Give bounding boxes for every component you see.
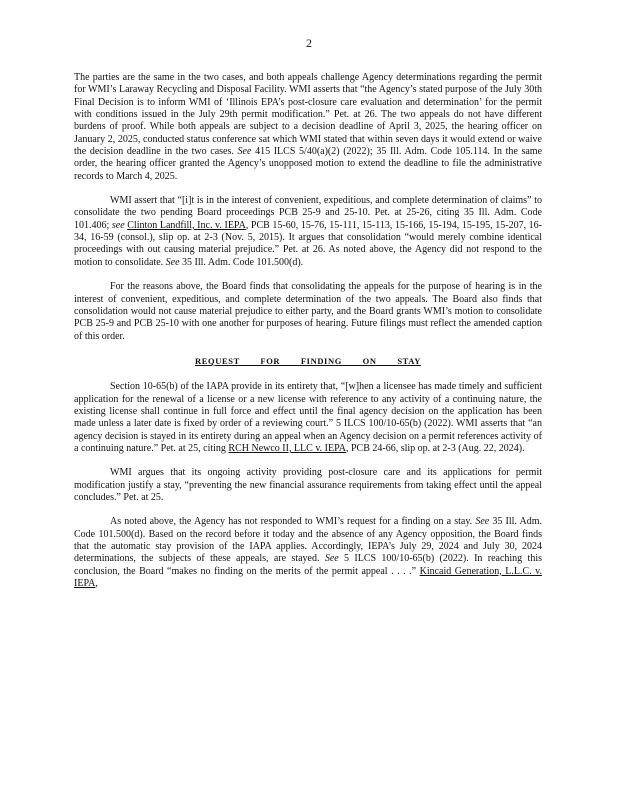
text-run: Section 10-65(b) of the IAPA provide in its entirety that, “[w]hen a licensee has made timely and sufficient application for the renewal of a license or a new license with reference to any activity of a continuing nature, the existing license shall continue in full force and effect until the final agency decision on the application has been made unless a later date is fixed by order of a reviewing court.” 5 ILCS 100/10-65(b) (2022). WMI asserts that “an agency decision is stayed in its entirety during an appeal when an Agency decision on a permit references activity of a continuing nature.” Pet. at 25, citing [74, 381, 542, 454]
signal-word: See [475, 516, 490, 528]
case-citation: Clinton Landfill, Inc. v. IEPA [127, 219, 246, 231]
paragraph [74, 195, 542, 269]
section-heading [74, 355, 542, 367]
text-run: , PCB 15-60, 15-76, 15-111, 15-113, 15-166, 15-194, 15-195, 15-207, 16-34, 16-59 (consol.), slip op. at 2-3 (Nov. 5, 2015). It argues that consolidation “would merely combine identical proceedings with out causing material prejudice.” Pet. at 26. As noted above, the Agency did not respond to the motion to consolidate. [74, 219, 543, 268]
signal-word: See [237, 146, 252, 158]
paragraph [74, 72, 542, 183]
text-run: 35 Ill. Adm. Code 101.500(d). Based on the record before it today and the absence of any Agency opposition, the Board finds that the automatic stay provision of the IAPA applies. Accordingly, IEPA’s July 29, 2024 and July 30, 2024 determinations, the subjects of these appeals, are stayed. [74, 516, 542, 565]
signal-word: see [111, 219, 125, 231]
text-run: , PCB 24-66, slip op. at 2-3 (Aug. 22, 2024). [346, 442, 525, 454]
text-run: WMI argues that its ongoing activity providing post-closure care and its applications for permit modification justify a stay, “preventing the new financial assurance requirements from taking effect until the appeal concludes.” Pet. at 25. [74, 467, 542, 503]
text-run: For the reasons above, the Board finds that consolidating the appeals for the purpose of hearing is in the interest of convenient, expeditious, and complete determination of the two appeals. The Board also finds that consolidation would not cause material prejudice to either party, and the Board grants WMI’s motion to consolidate PCB 25-9 and PCB 25-10 with one another for purposes of hearing. Future filings must reflect the amended caption of this order. [74, 281, 542, 342]
text-run: The parties are the same in the two cases, and both appeals challenge Agency determinations regarding the permit for WMI’s Laraway Recycling and Disposal Facility. WMI asserts that “the Agency’s stated purpose of the July 30th Final Decision is to inform WMI of ‘Illinois EPA’s post-closure care evaluation and determination’ for the permit with conditions issued in the July 29th permit modification.” Pet. at 26. The two appeals do not have different burdens of proof. While both appeals are subject to a decision deadline of April 3, 2025, the hearing officer on January 2, 2025, conducted status conference sat which WMI stated that within seven days it would extend or waive the decision deadline in the two cases. [74, 72, 542, 158]
paragraph [74, 467, 542, 504]
text-run: As noted above, the Agency has not responded to WMI’s request for a finding on a stay. [110, 516, 476, 528]
paragraph [74, 381, 542, 455]
text-run: 415 ILCS 5/40(a)(2) (2022); 35 Ill. Adm. Code 105.114. In the same order, the hearing officer granted the Agency’s unopposed motion to extend the deadline to file the administrative records to March 4, 2025. [74, 146, 543, 182]
page-number: 2 [306, 36, 312, 50]
signal-word: See [324, 553, 339, 565]
signal-word: See [165, 256, 180, 268]
text-run: WMI assert that “[i]t is in the interest of convenient, expeditious, and complete determination of claims” to consolidate the two pending Board proceedings PCB 25-9 and 25-10. Pet. at 25-26, citing 35 Ill. Adm. Code 101.406; [74, 195, 542, 231]
text-run: , [95, 578, 98, 590]
case-citation: RCH Newco II, LLC v. IEPA [228, 442, 346, 454]
text-run: 5 ILCS 100/10-65(b) (2022). In reaching this conclusion, the Board “makes no finding on the merits of the permit appeal . . . .” [74, 553, 542, 577]
paragraph [74, 281, 542, 343]
case-citation: Kincaid Generation, L.L.C. v. IEPA [74, 565, 542, 590]
text-run: 35 Ill. Adm. Code 101.500(d). [179, 256, 304, 268]
paragraph [74, 516, 542, 590]
document-body [74, 72, 542, 602]
text-run: REQUEST FOR FINDING ON STAY [195, 355, 421, 366]
